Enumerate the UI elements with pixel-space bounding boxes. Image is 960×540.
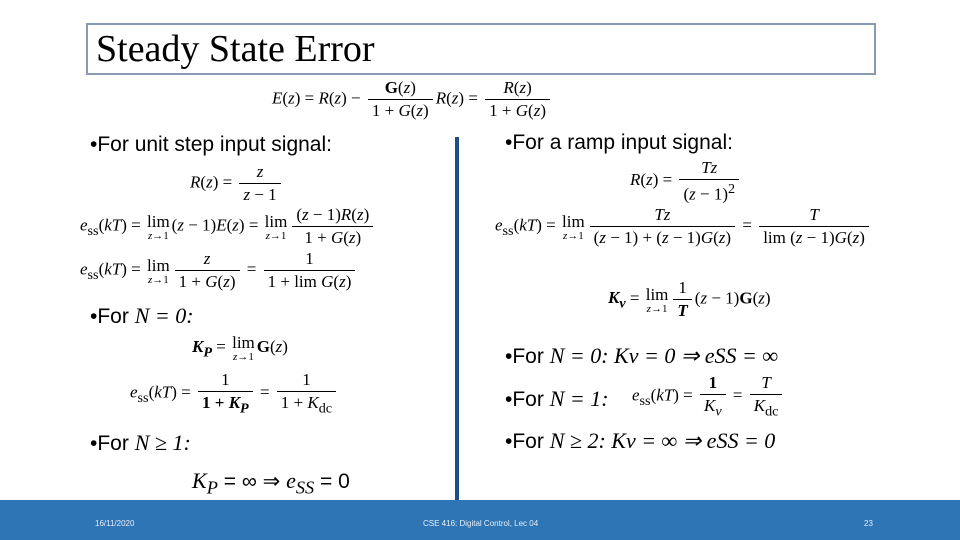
footer-bar [0, 500, 960, 540]
kv-error-equation: $e_{ss}(kT)$ = $\frac{1}{K_v}$ = $\frac{T}{K_{dc}}$ [632, 373, 785, 420]
bullet-left-n0: •For N = 0: [90, 303, 194, 328]
ramp-error-equation: $e_{ss}(kT) = \lim$ z→1 $\frac{Tz}{(z - 1) + (z - 1)G(z)}$ = $\frac{T}{\lim (z - 1)G(z)}$ [495, 205, 872, 248]
kp-infinite-equation: $K_P$ = ∞ ⇒ $e_{SS} = 0$ [192, 468, 350, 498]
bullet-ramp: •For a ramp input signal: [505, 131, 733, 154]
slide-title: Steady State Error [96, 28, 375, 70]
footer-page-number: 23 [864, 519, 873, 528]
footer-course: CSE 416: Digital Control, Lec 04 [423, 519, 539, 528]
kv-definition-equation: $K_v = \lim$ z→1 $\frac{1}{T}$ (z − 1)G(z) [608, 278, 771, 320]
step-error-limit-equation: $e_{ss}(kT) = \lim$ z→1 (z − 1)E(z) = lim z→1 $\frac{(z - 1)R(z)}{1 + G(z)}$ [80, 205, 376, 248]
kp-definition-equation: $K_P = \lim$ z→1 G(z) [192, 333, 288, 363]
bullet-right-n1: •For N = 1: [505, 386, 609, 411]
bullet-right-n2: •For N ≥ 2: Kv = ∞ ⇒ eSS = 0 [505, 428, 776, 453]
bullet-unit-step: •For unit step input signal: [90, 133, 332, 156]
title-box [86, 23, 876, 75]
column-divider [455, 137, 459, 502]
bullet-right-n0: •For N = 0: Kv = 0 ⇒ eSS = ∞ [505, 343, 779, 368]
footer-date: 16/11/2020 [95, 519, 135, 528]
step-error-result-equation: $e_{ss}(kT) = \lim$ z→1 $\frac{z}{1 + G(z)}$ = $\frac{1}{\text{1 + lim G(z)}}$ [80, 249, 358, 292]
error-equation: E(z) = R(z) − $\frac{G(z)}{1 + G(z)}$ R(z) = $\frac{R(z)}{1 + G(z)}$ [272, 78, 553, 121]
ramp-input-equation: R(z) = $\frac{Tz}{(z - 1)^2}$ [630, 158, 742, 205]
bullet-left-n1: •For N ≥ 1: [90, 430, 191, 455]
step-input-equation: R(z) = $\frac{z}{z - 1}$ [190, 162, 284, 205]
kp-error-equation: $e_{ss}(kT)$ = $\frac{1}{1 + K_P}$ = $\frac{1}{1 + K_{dc}}$ [130, 370, 339, 417]
